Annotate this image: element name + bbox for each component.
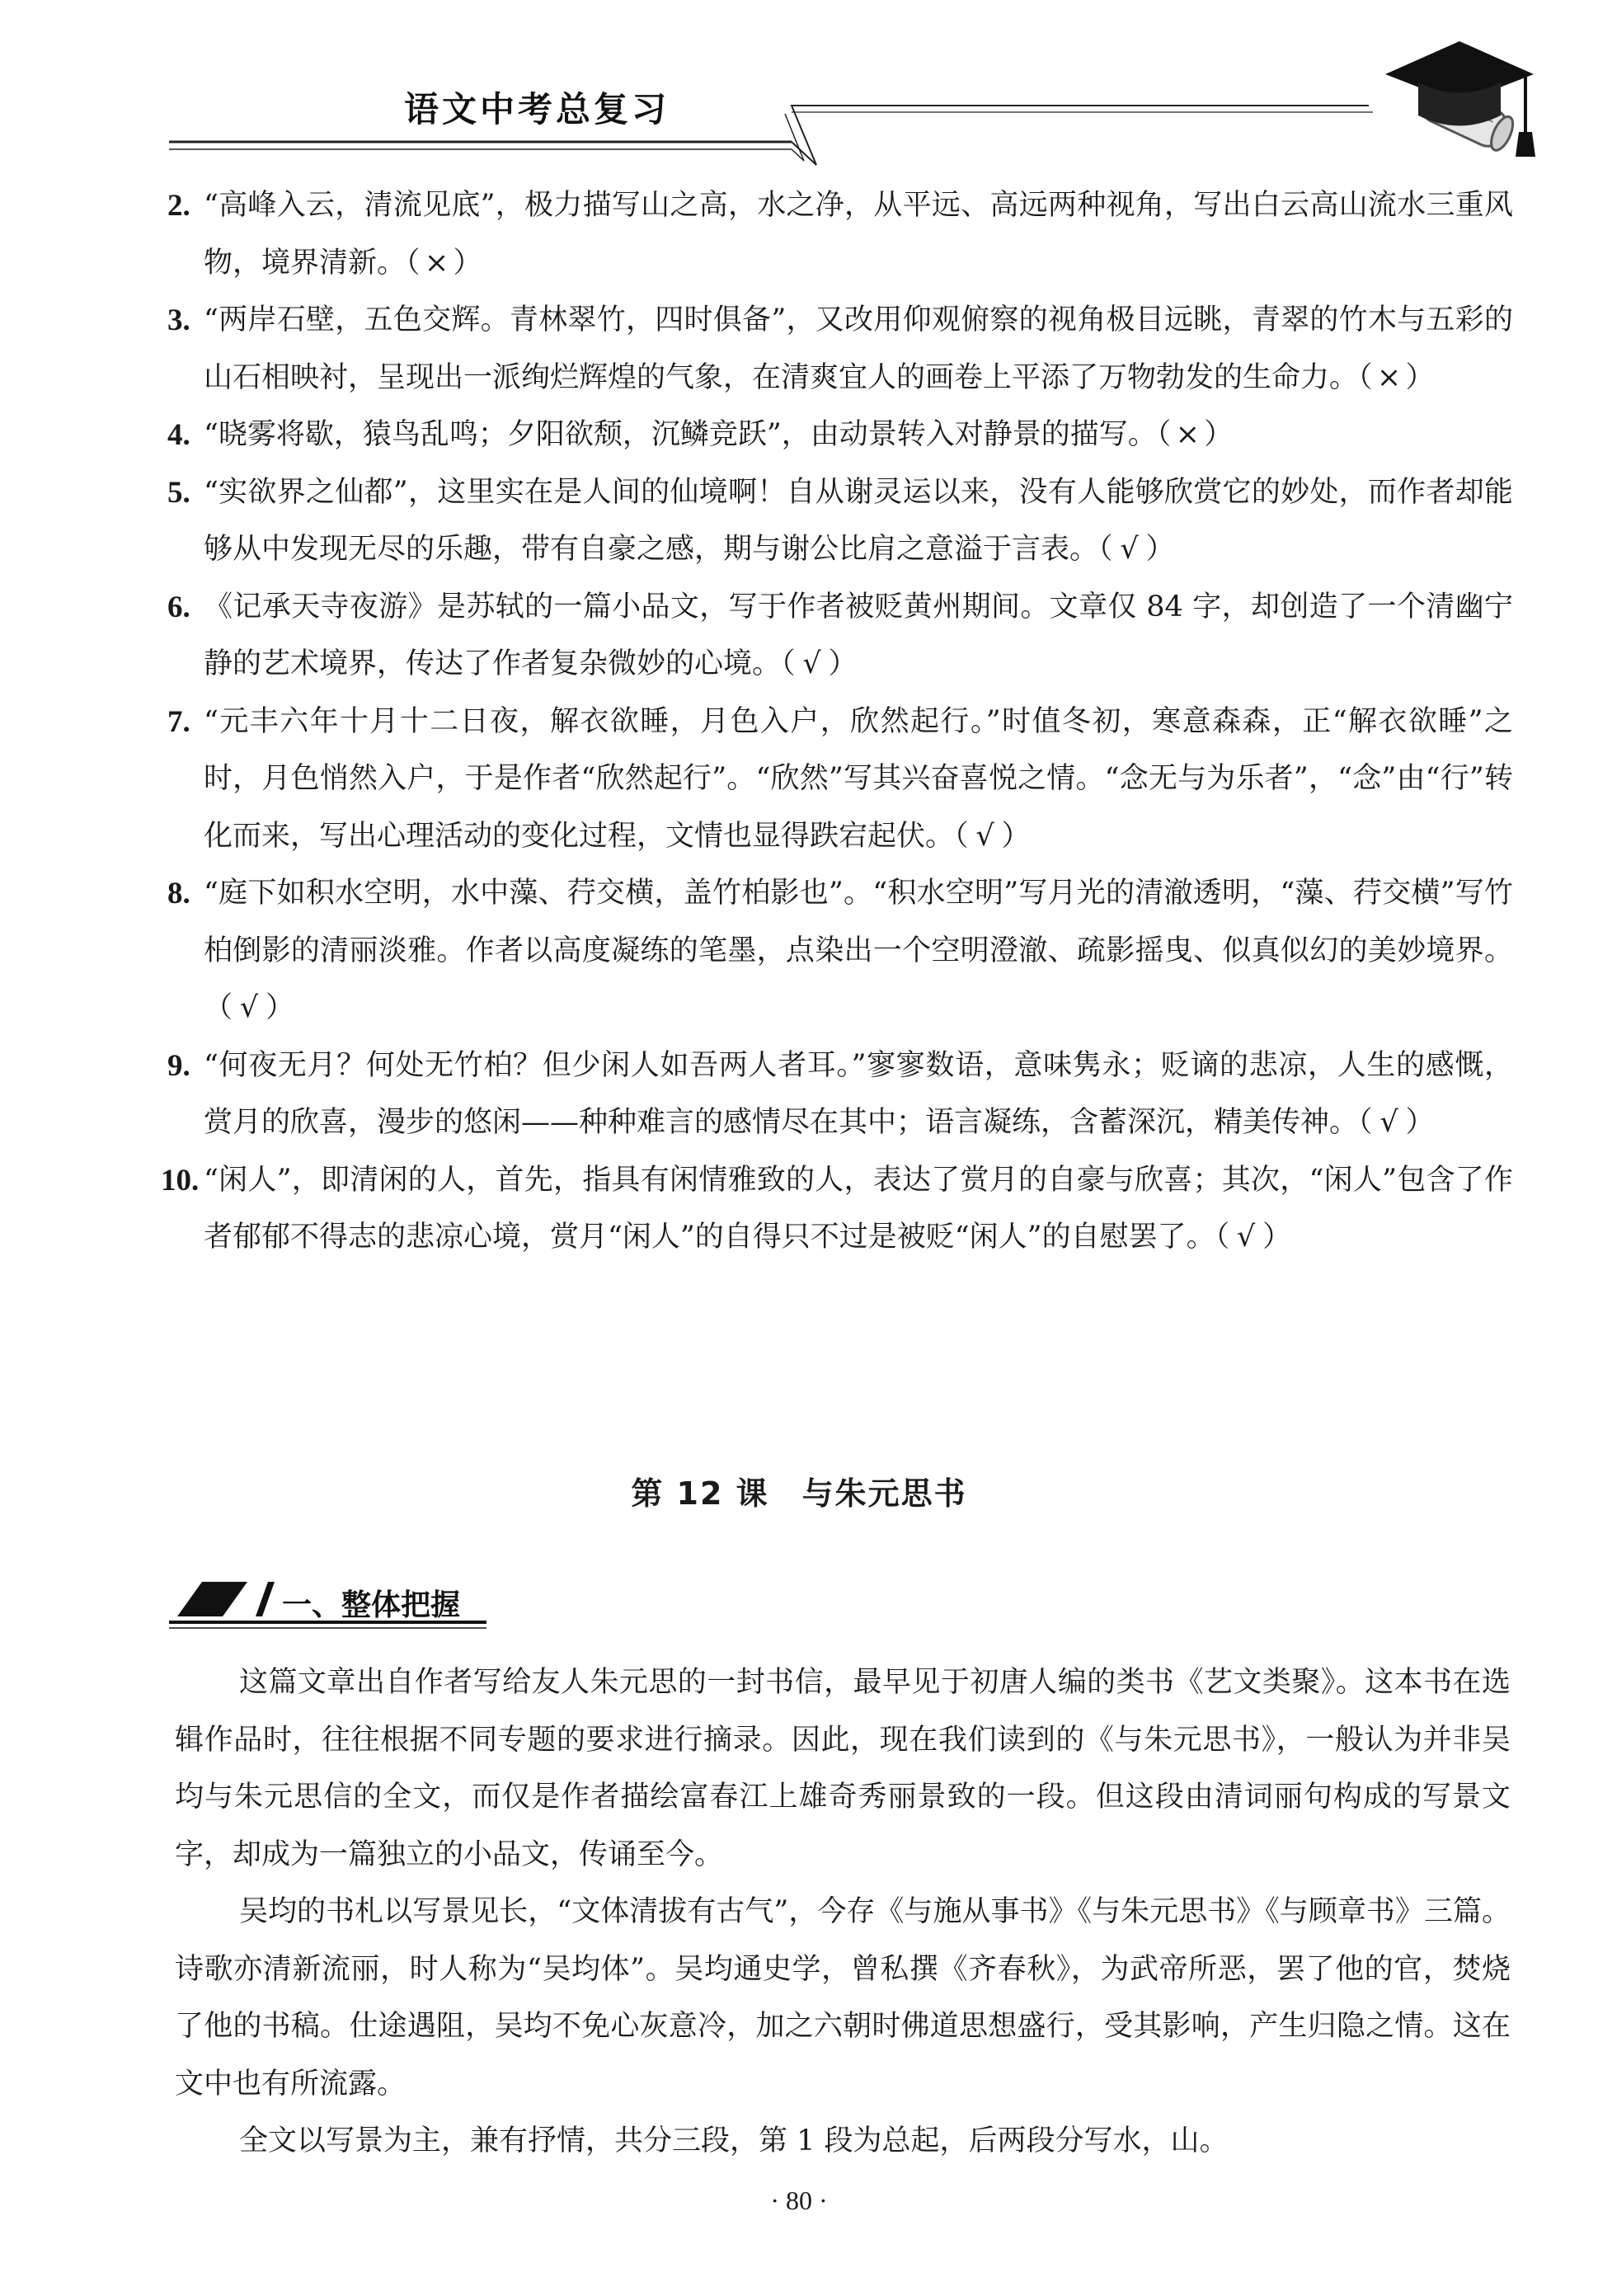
item-number: 6.	[167, 590, 190, 624]
item-close-paren: ）	[453, 246, 482, 280]
list-item	[161, 1037, 1513, 1152]
item-text: “何夜无月？何处无竹柏？但少闲人如吾两人者耳。”寥寥数语，意味隽永；贬谪的悲凉，人生的感慨，赏月的欣喜，漫步的悠闲——种种难言的感情尽在其中；语言凝练，含蓄深沉，精美传神。（	[204, 1048, 1513, 1139]
item-number: 7.	[167, 704, 190, 739]
graduation-cap-icon	[1369, 16, 1550, 173]
item-text: “元丰六年十月十二日夜，解衣欲睡，月色入户，欣然起行。”时值冬初，寒意森森，正“解衣欲睡”之时，月色悄然入户，于是作者“欣然起行”。“欣然”写其兴奋喜悦之情。“念无与为乐者”，“念”由“行”转化而来，写出心理活动的变化过程，文情也显得跌宕起伏。（	[204, 704, 1513, 853]
answer-mark: √	[802, 647, 821, 680]
answer-mark: ×	[424, 246, 449, 280]
section-label: 一、整体把握	[282, 1588, 461, 1622]
item-close-paren: ）	[1145, 533, 1175, 566]
header-title: 语文中考总复习	[404, 89, 670, 129]
item-number: 8.	[167, 877, 190, 910]
item-number: 2.	[167, 189, 190, 223]
answer-mark: √	[1379, 1106, 1398, 1139]
item-close-paren: ）	[1405, 360, 1435, 394]
page-number-value: 80	[786, 2185, 812, 2215]
list-item	[161, 292, 1513, 407]
item-number: 9.	[167, 1048, 190, 1083]
item-number: 3.	[167, 303, 190, 337]
answer-mark: ×	[1376, 360, 1402, 394]
lesson-title: 第 12 课 与朱元思书	[631, 1475, 967, 1512]
list-item	[161, 694, 1513, 866]
list-item	[161, 177, 1513, 292]
item-close-paren: ）	[828, 647, 858, 680]
item-text: “两岸石壁，五色交辉。青林翠竹，四时俱备”，又改用仰观俯察的视角极目远眺，青翠的竹木与五彩的山石相映衬，呈现出一派绚烂辉煌的气象，在清爽宜人的画卷上平添了万物勃发的生命力。（	[204, 303, 1513, 394]
item-close-paren: ）	[1262, 1221, 1292, 1254]
item-text: “闲人”，即清闲的人，首先，指具有闲情雅致的人，表达了赏月的自豪与欣喜；其次，“闲人”包含了作者郁郁不得志的悲凉心境，赏月“闲人”的自得只不过是被贬“闲人”的自慰罢了。（	[204, 1163, 1513, 1254]
item-text: “庭下如积水空明，水中藻、荇交横，盖竹柏影也”。“积水空明”写月光的清澈透明，“藻、荇交横”写竹柏倒影的清丽淡雅。作者以高度凝练的笔墨，点染出一个空明澄澈、疏影摇曳、似真似幻的美妙境界。（	[204, 877, 1513, 1024]
answer-mark: √	[975, 819, 994, 853]
answer-list	[161, 177, 1513, 1267]
list-item	[161, 579, 1513, 694]
answer-mark: √	[1236, 1221, 1256, 1254]
item-text: 《记承天寺夜游》是苏轼的一篇小品文，写于作者被贬黄州期间。文章仅 84 字，却创造了一个清幽宁静的艺术境界，传达了作者复杂微妙的心境。（	[204, 590, 1513, 680]
page-header	[0, 0, 1598, 173]
item-text: “实欲界之仙都”，这里实在是人间的仙境啊！自从谢灵运以来，没有人能够欣赏它的妙处，而作者却能够从中发现无尽的乐趣，带有自豪之感，期与谢公比肩之意溢于言表。（	[204, 475, 1513, 566]
item-close-paren: ）	[1204, 418, 1234, 451]
item-close-paren: ）	[1001, 819, 1031, 853]
item-number: 4.	[167, 418, 190, 452]
item-text: “晓雾将歇，猿鸟乱鸣；夕阳欲颓，沉鳞竞跃”，由动景转入对静景的描写。（	[204, 418, 1172, 451]
paragraph: 全文以写景为主，兼有抒情，共分三段，第 1 段为总起，后两段分写水，山。	[239, 2124, 1229, 2157]
list-item	[161, 865, 1513, 1037]
list-item	[161, 464, 1513, 579]
answer-mark: √	[1120, 533, 1139, 566]
body-text	[175, 1654, 1511, 2171]
section-heading	[169, 1575, 499, 1633]
paragraph: 吴均的书札以写景见长，“文体清拔有古气”，今存《与施从事书》《与朱元思书》《与顾章书》三篇。诗歌亦清新流丽，时人称为“吴均体”。吴均通史学，曾私撰《齐春秋》，为武帝所恶，罢了他的官，焚烧了他的书稿。仕途遇阻，吴均不免心灰意冷，加之六朝时佛道思想盛行，受其影响，产生归隐之情。这在文中也有所流露。	[175, 1895, 1511, 2101]
item-number: 10.	[161, 1163, 200, 1197]
answer-mark: √	[239, 991, 259, 1024]
item-text: “高峰入云，清流见底”，极力描写山之高，水之净，从平远、高远两种视角，写出白云高山流水三重风物，境界清新。（	[204, 189, 1513, 280]
paragraph: 这篇文章出自作者写给友人朱元思的一封书信，最早见于初唐人编的类书《艺文类聚》。这本书在选辑作品时，往往根据不同专题的要求进行摘录。因此，现在我们读到的《与朱元思书》，一般认为并非吴均与朱元思信的全文，而仅是作者描绘富春江上雄奇秀丽景致的一段。但这段由清词丽句构成的写景文字，却成为一篇独立的小品文，传诵至今。	[175, 1666, 1511, 1871]
answer-mark: ×	[1175, 418, 1200, 451]
item-number: 5.	[167, 475, 190, 510]
list-item	[161, 407, 1513, 464]
item-close-paren: ）	[266, 991, 295, 1024]
item-close-paren: ）	[1405, 1106, 1435, 1139]
header-decoration	[0, 0, 1598, 173]
list-item	[161, 1152, 1513, 1267]
page-number: · 80 ·	[770, 2185, 828, 2215]
